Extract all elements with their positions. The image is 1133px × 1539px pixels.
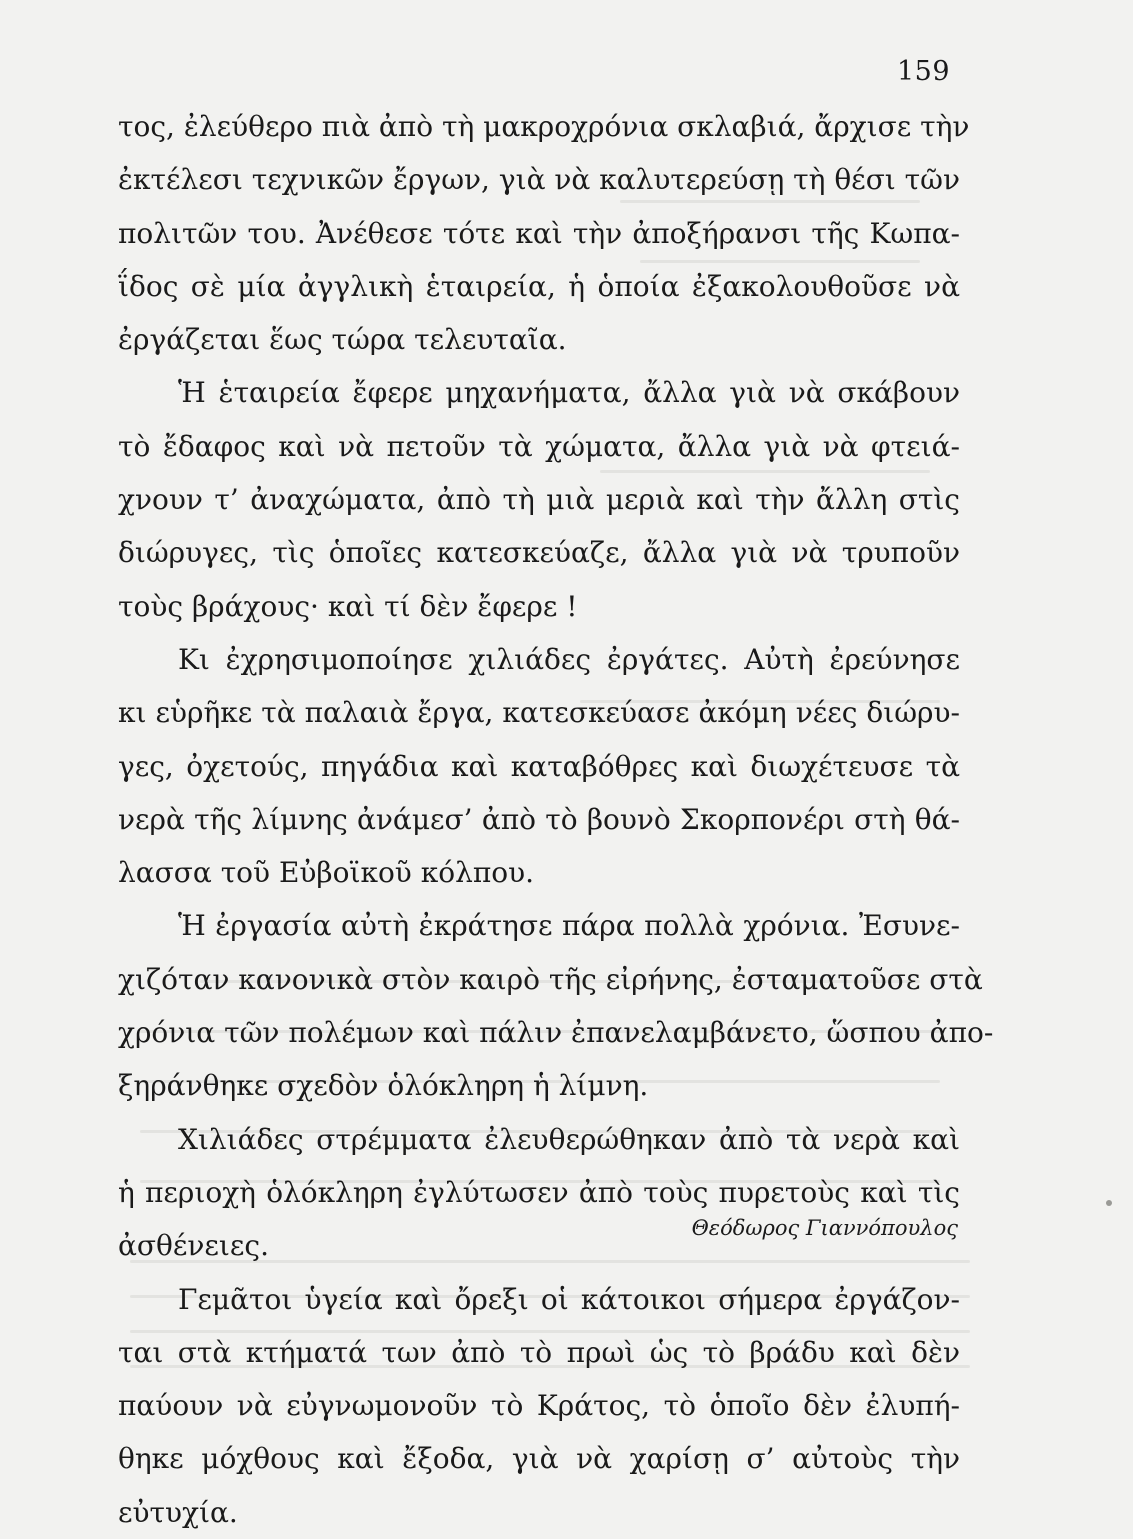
text-line: Χιλιάδες στρέμματα ἐλευθερώθηκαν ἀπὸ τὰ νερὰ καὶ bbox=[178, 1122, 960, 1156]
text-line: Ἡ ἐργασία αὐτὴ ἐκράτησε πάρα πολλὰ χρόνια. Ἐσυνε- bbox=[178, 909, 960, 943]
text-line: τὸ ἔδαφος καὶ νὰ πετοῦν τὰ χώματα, ἄλλα γιὰ νὰ φτειά- bbox=[118, 429, 960, 463]
text-line: τος, ἐλεύθερο πιὰ ἀπὸ τὴ μακροχρόνια σκλαβιά, ἄρχισε τὴν bbox=[118, 110, 970, 143]
text-line: χιζόταν κανονικὰ στὸν καιρὸ τῆς εἰρήνης, ἐσταματοῦσε στὰ bbox=[118, 962, 983, 996]
text-line: νερὰ τῆς λίμνης ἀνάμεσ’ ἀπὸ τὸ βουνὸ Σκορπονέρι στὴ θά- bbox=[118, 802, 960, 836]
text-line: τοὺς βράχους· καὶ τί δὲν ἔφερε ! bbox=[118, 589, 578, 623]
text-line: Κι ἐχρησιμοποίησε χιλιάδες ἐργάτες. Αὐτὴ ἐρεύνησε bbox=[178, 642, 960, 676]
text-line: Ἡ ἑταιρεία ἔφερε μηχανήματα, ἄλλα γιὰ νὰ σκάβουν bbox=[178, 376, 960, 410]
page-number: 159 bbox=[897, 56, 951, 87]
body-text bbox=[118, 100, 994, 1539]
text-line: χνουν τ’ ἀναχώματα, ἀπὸ τὴ μιὰ μεριὰ καὶ τὴν ἄλλη στὶς bbox=[118, 483, 960, 517]
text-line: ΐδος σὲ μία ἀγγλικὴ ἑταιρεία, ἡ ὁποία ἐξακολουθοῦσε νὰ bbox=[118, 269, 960, 303]
text-line: εὐτυχία. bbox=[118, 1495, 238, 1529]
text-line: ἐργάζεται ἕως τώρα τελευταῖα. bbox=[118, 323, 567, 357]
margin-dot bbox=[1106, 1200, 1112, 1206]
text-line: πολιτῶν του. Ἀνέθεσε τότε καὶ τὴν ἀποξήρανσι τῆς Κωπα- bbox=[118, 216, 960, 250]
text-line: γες, ὀχετούς, πηγάδια καὶ καταβόθρες καὶ διωχέτευσε τὰ bbox=[118, 749, 960, 783]
text-line: Γεμᾶτοι ὑγεία καὶ ὄρεξι οἱ κάτοικοι σήμερα ἐργάζον- bbox=[178, 1282, 960, 1316]
text-line: χρόνια τῶν πολέμων καὶ πάλιν ἐπανελαμβάνετο, ὥσπου ἀπο- bbox=[118, 1016, 994, 1050]
text-line: παύουν νὰ εὐγνωμονοῦν τὸ Κράτος, τὸ ὁποῖο δὲν ἐλυπή- bbox=[118, 1389, 960, 1423]
text-line: ται στὰ κτήματά των ἀπὸ τὸ πρωὶ ὡς τὸ βράδυ καὶ δὲν bbox=[118, 1335, 960, 1369]
author-signature: Θεόδωρος Γιαννόπουλος bbox=[691, 1216, 958, 1240]
text-line: κι εὑρῆκε τὰ παλαιὰ ἔργα, κατεσκεύασε ἀκόμη νέες διώρυ- bbox=[118, 696, 960, 730]
text-line: ἀσθένειες. bbox=[118, 1229, 269, 1263]
text-line: ἡ περιοχὴ ὁλόκληρη ἐγλύτωσεν ἀπὸ τοὺς πυρετοὺς καὶ τὶς bbox=[118, 1175, 960, 1209]
text-line: διώρυγες, τὶς ὁποῖες κατεσκεύαζε, ἄλλα γιὰ νὰ τρυποῦν bbox=[118, 536, 960, 570]
text-line: ἐκτέλεσι τεχνικῶν ἔργων, γιὰ νὰ καλυτερεύσῃ τὴ θέσι τῶν bbox=[118, 163, 961, 197]
text-line: λασσα τοῦ Εὐβοϊκοῦ κόλπου. bbox=[118, 856, 535, 890]
text-line: θηκε μόχθους καὶ ἔξοδα, γιὰ νὰ χαρίσῃ σ’ αὐτοὺς τὴν bbox=[118, 1442, 960, 1476]
text-line: ξηράνθηκε σχεδὸν ὁλόκληρη ἡ λίμνη. bbox=[118, 1069, 649, 1103]
